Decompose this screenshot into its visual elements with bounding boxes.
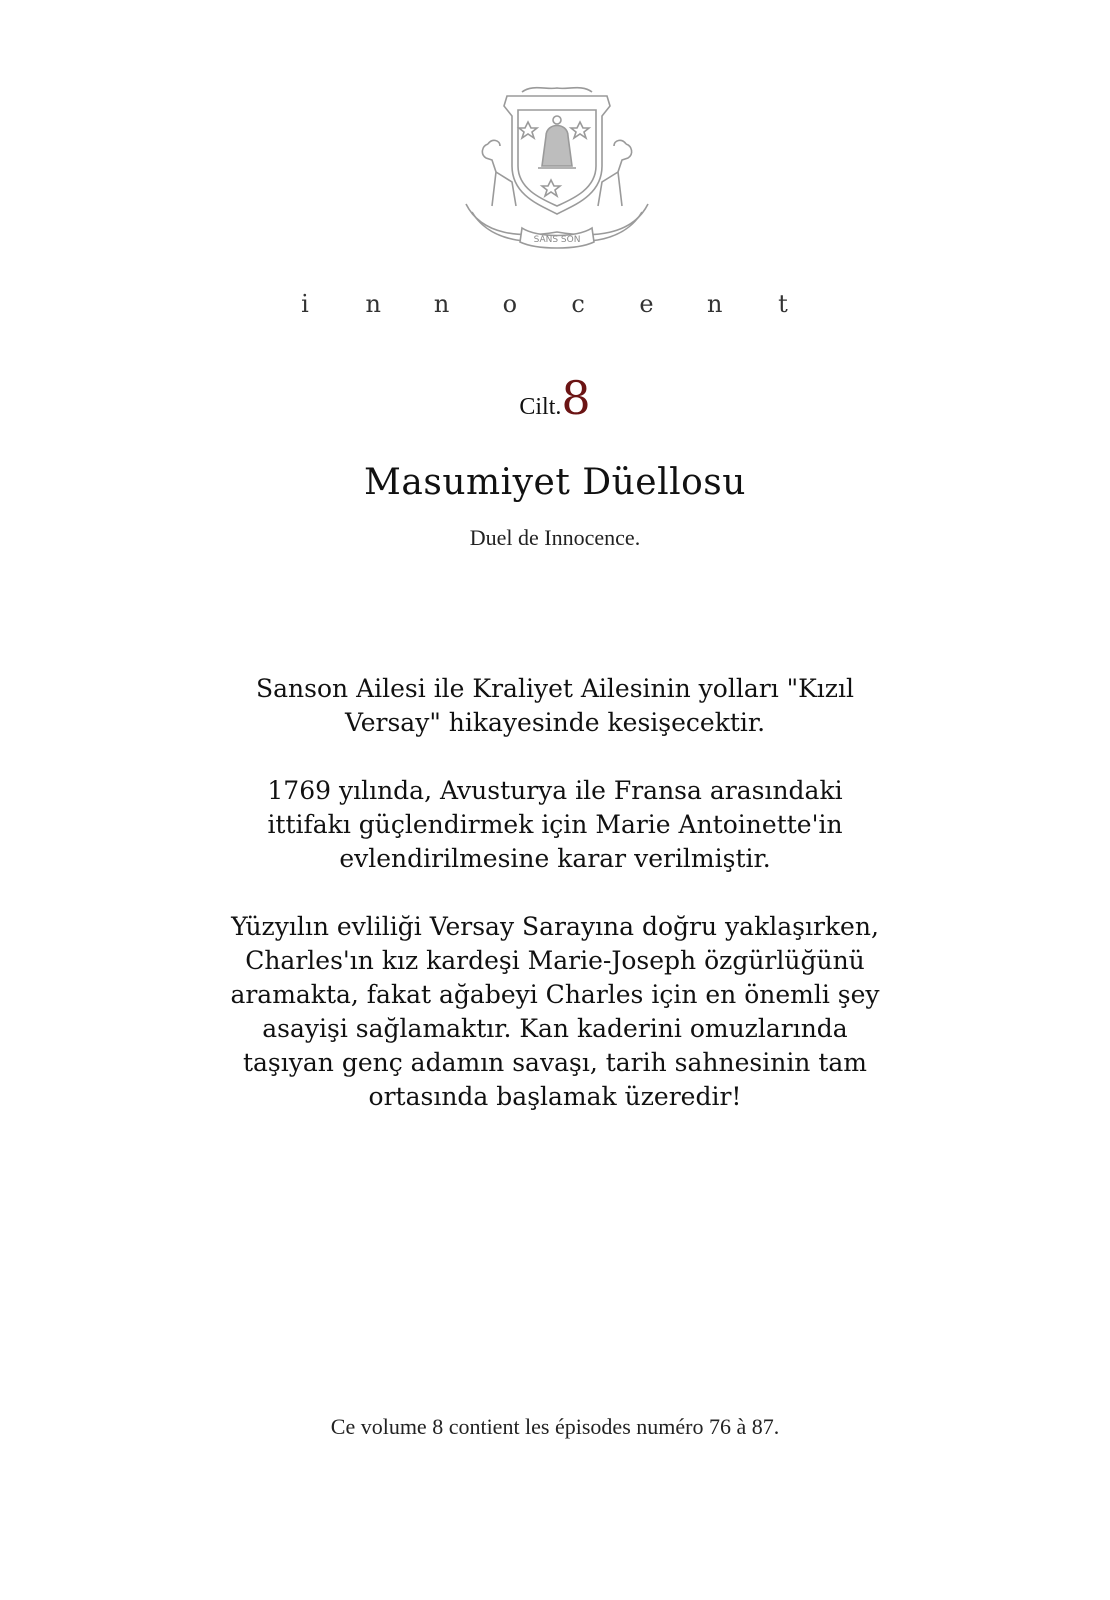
series-title <box>0 290 1110 330</box>
volume-contents-note: Ce volume 8 contient les épisodes numéro 76 à 87. <box>330 1414 780 1439</box>
synopsis-paragraph: Sanson Ailesi ile Kraliyet Ailesinin yolları "Kızıl Versay" hikayesinde kesişecektir. <box>256 674 854 737</box>
series-title-letter: n <box>706 290 723 318</box>
series-title-letter: t <box>778 290 788 318</box>
series-title-letter: c <box>571 290 585 318</box>
series-title-letter: o <box>502 290 518 318</box>
crest-motto: SANS SON <box>533 235 581 245</box>
volume-heading <box>0 371 1110 425</box>
series-title-letter: e <box>639 290 654 318</box>
series-title-letter: n <box>433 290 450 318</box>
volume-label: Cilt. <box>519 394 562 420</box>
series-title-letter: i <box>301 290 309 318</box>
book-title: Masumiyet Düellosu <box>364 462 746 503</box>
volume-number: 8 <box>561 371 591 425</box>
synopsis-paragraph: 1769 yılında, Avusturya ile Fransa arasındaki ittifakı güçlendirmek için Marie Antoinette'in evlendirilmesine karar verilmiştir. <box>267 776 843 873</box>
synopsis-paragraph: Yüzyılın evliliği Versay Sarayına doğru yaklaşırken, Charles'ın kız kardeşi Marie-Joseph özgürlüğünü aramakta, fakat ağabeyi Charles için en önemli şey asayişi sağlamaktır. Kan kaderini omuzlarında taşıyan genç adamın savaşı, tarih sahnesinin tam ortasında başlamak üzeredir! <box>230 912 880 1111</box>
synopsis <box>230 672 880 1114</box>
family-crest-emblem <box>462 86 652 254</box>
book-subtitle: Duel de Innocence. <box>469 525 641 550</box>
series-title-letter: n <box>365 290 382 318</box>
